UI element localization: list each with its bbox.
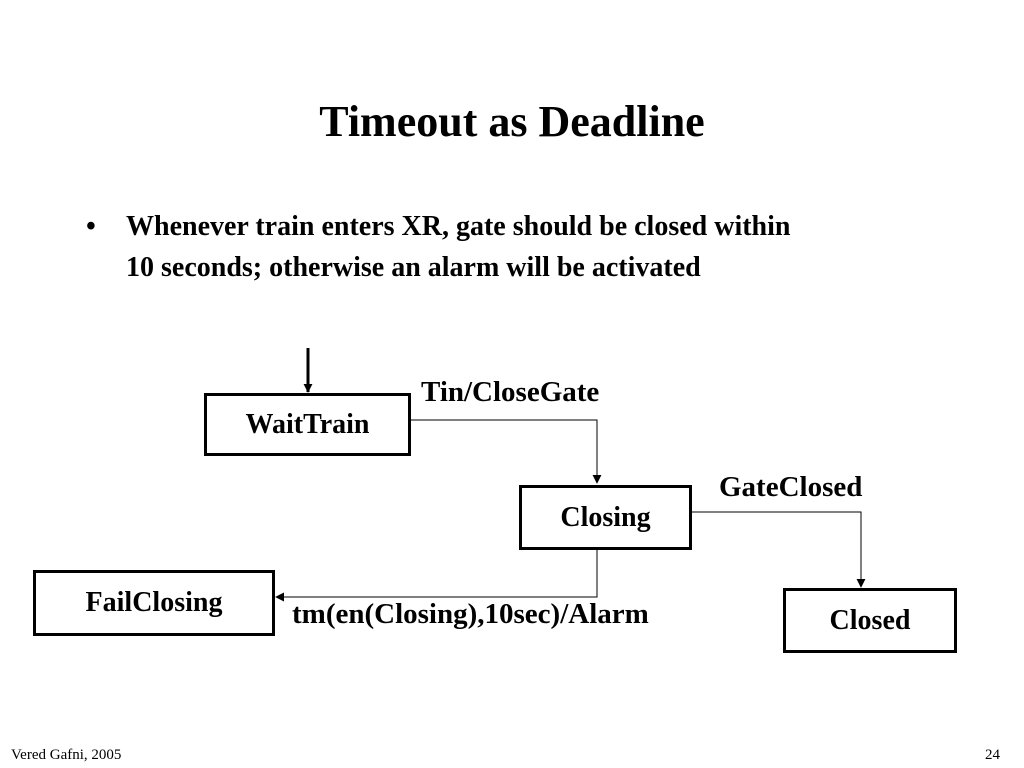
transition-label-gateclosed: GateClosed xyxy=(719,471,863,503)
state-waittrain xyxy=(204,393,411,456)
state-waittrain-label: WaitTrain xyxy=(245,408,370,440)
footer-page-number: 24 xyxy=(985,747,1000,763)
bullet-line-1: Whenever train enters XR, gate should be closed within xyxy=(126,211,791,242)
state-closing xyxy=(519,485,692,550)
slide-title: Timeout as Deadline xyxy=(319,97,705,146)
transition-label-tin-closegate: Tin/CloseGate xyxy=(421,376,600,408)
state-closing-label: Closing xyxy=(560,501,651,533)
transition-closing-to-closed xyxy=(692,512,861,587)
transition-label-timeout-alarm: tm(en(Closing),10sec)/Alarm xyxy=(292,598,649,630)
state-closed-label: Closed xyxy=(829,604,911,636)
transition-closing-to-failclosing xyxy=(276,550,597,597)
bullet-line-2: 10 seconds; otherwise an alarm will be activated xyxy=(126,252,701,283)
state-failclosing-label: FailClosing xyxy=(85,587,223,618)
state-failclosing xyxy=(33,570,275,636)
transition-waittrain-to-closing xyxy=(410,420,597,483)
state-closed xyxy=(783,588,957,653)
bullet-marker: • xyxy=(86,211,96,242)
footer-author: Vered Gafni, 2005 xyxy=(11,747,122,763)
